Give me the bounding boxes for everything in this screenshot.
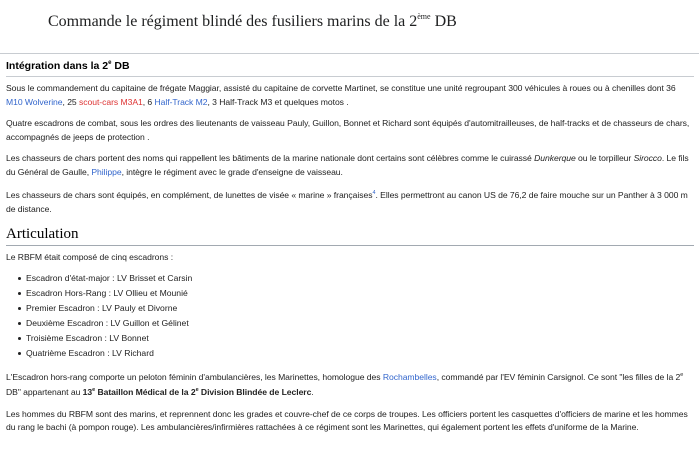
link-philippe[interactable]: Philippe (91, 166, 122, 177)
link-rochambelles[interactable]: Rochambelles (382, 371, 437, 382)
paragraph-sights (6, 187, 694, 216)
text: , commandé par l'EV féminin Carsignol. Ce sont "les filles de la 2 (436, 371, 681, 382)
link-scout-cars[interactable]: scout-cars M3A1 (79, 96, 143, 107)
text: DB" appartenant au (6, 387, 83, 397)
paragraph-ship-names (6, 152, 694, 179)
italic-sirocco: Sirocco (633, 153, 662, 163)
squadron-list (6, 271, 694, 361)
text: ou le torpilleur (575, 153, 634, 163)
heading-text-end: DB (111, 60, 130, 72)
previous-section-text (48, 12, 688, 31)
heading-divider (6, 76, 694, 77)
text: . Elles permettront au canon US de 76,2 de faire mouche sur un Panther à 3 000 m de distance. (6, 190, 688, 214)
list-item: Premier Escadron : LV Pauly et Divorne (18, 301, 694, 316)
list-item: Troisième Escadron : LV Bonnet (18, 331, 694, 346)
section-heading-integration (6, 60, 694, 72)
text: , intègre le régiment avec le grade d'enseigne de vaisseau. (121, 166, 343, 177)
list-item: Escadron d'état-major : LV Brisset et Carsin (18, 271, 694, 286)
paragraph-squadrons: Quatre escadrons de combat, sous les ordres des lieutenants de vaisseau Pauly, Guillon, Bonnet et Richard sont équipés d'automitrailleuses, de half-tracks et de chasseurs de chars, accompagnés de jeeps de protection . (6, 118, 690, 142)
text: Les chasseurs de chars sont équipés, en complément, de lunettes de visée « marine » françaises (6, 190, 373, 200)
section-heading-articulation: Articulation (6, 226, 79, 242)
link-m10-wolverine[interactable]: M10 Wolverine (6, 96, 63, 107)
list-item: Deuxième Escadron : LV Guillon et Gélinet (18, 316, 694, 331)
paragraph-intro: Le RBFM était composé de cinq escadrons : (6, 252, 174, 262)
superscript: e (92, 387, 96, 393)
list-item: Escadron Hors-Rang : LV Ollieu et Mounié (18, 286, 694, 301)
bold-battalion (83, 387, 312, 397)
paragraph-marinettes (6, 369, 694, 400)
text: , 6 (142, 96, 155, 107)
heading-divider (6, 245, 694, 246)
heading-text: Intégration dans la 2 (6, 60, 109, 72)
text: . Le fils du Général de Gaulle, (6, 153, 689, 177)
top-text-end: DB (430, 13, 457, 30)
superscript: e (195, 387, 199, 393)
top-superscript: ème (417, 12, 431, 21)
divider (0, 53, 699, 54)
text: L'Escadron hors-rang comporte un peloton féminin d'ambulancières, les Marinettes, homologue des (6, 371, 383, 382)
article-content (6, 60, 694, 443)
italic-dunkerque: Dunkerque (534, 153, 576, 163)
text: Les chasseurs de chars portent des noms qui rappellent les bâtiments de la marine nationale dont certains sont célèbres comme le cuirassé (6, 153, 535, 163)
text: , 25 (62, 96, 79, 107)
text: , 3 Half-Track M3 et quelques motos . (207, 96, 349, 107)
top-text: Commande le régiment blindé des fusiliers marins de la 2 (48, 13, 418, 30)
text: Sous le commandement du capitaine de frégate Maggiar, assisté du capitaine de corvette Martinet, se constitue une unité regroupant 300 véhicules à roues ou à chenilles dont 36 (6, 83, 676, 93)
link-half-track-m2[interactable]: Half-Track M2 (154, 96, 208, 107)
paragraph-uniforms: Les hommes du RBFM sont des marins, et reprennent donc les grades et couvre-chef de ce corps de troupes. Les officiers portent les casquettes d'officiers de marine et les hommes du rang le bachi (à pompon rouge). Les ambulancières/infirmières rattachées à ce régiment sont les Marinettes, qui également portent les effets d'uniforme de la Marine. (6, 408, 688, 432)
heading-superscript: e (108, 60, 112, 66)
text: . (311, 387, 314, 397)
paragraph-vehicles (6, 82, 694, 109)
text: Division Blindée de Leclerc (198, 387, 312, 397)
text: Bataillon Médical de la 2 (95, 387, 196, 397)
list-item: Quatrième Escadron : LV Richard (18, 346, 694, 361)
footnote-4-link[interactable]: 4 (372, 190, 376, 196)
text: 13 (82, 387, 93, 397)
superscript: e (680, 371, 684, 378)
